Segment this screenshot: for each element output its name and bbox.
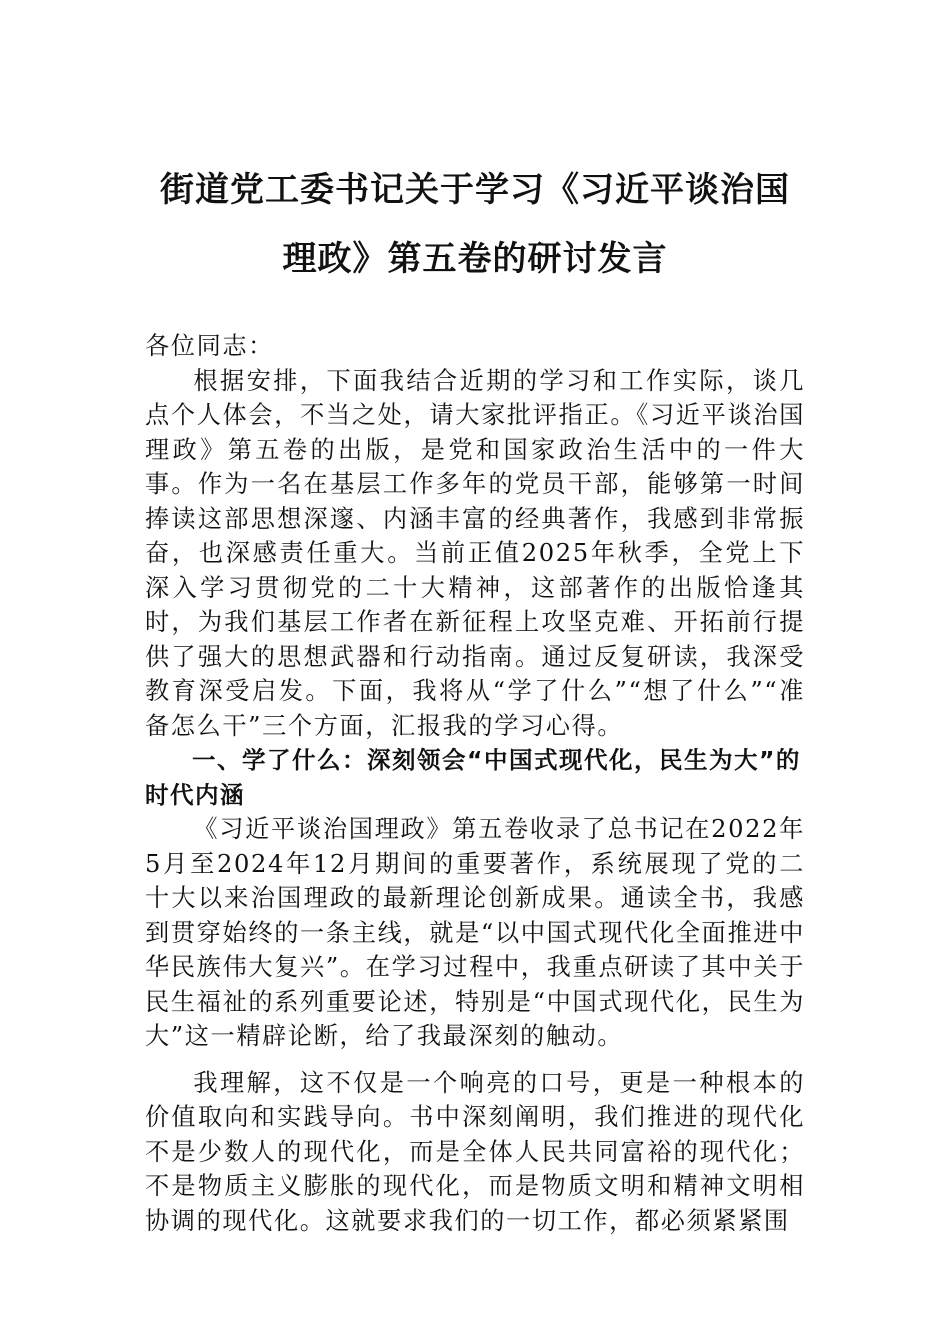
section-heading-1: 一、学了什么：深刻领会“中国式现代化，民生为大”的时代内涵 <box>145 746 801 809</box>
section1-paragraph-2: 我理解，这不仅是一个响亮的口号，更是一种根本的价值取向和实践导向。书中深刻阐明，我们推进的现代化不是少数人的现代化，而是全体人民共同富裕的现代化；不是物质主义膨胀的现代化，而是物质文明和精神文明相协调的现代化。这就要求我们的一切工作，都必须紧紧围 <box>145 1068 805 1235</box>
section1-paragraph-1: 《习近平谈治国理政》第五卷收录了总书记在2022年5月至2024年12月期间的重要著作，系统展现了党的二十大以来治国理政的最新理论创新成果。通读全书，我感到贯穿始终的一条主线，就是“以中国式现代化全面推进中华民族伟大复兴”。在学习过程中，我重点研读了其中关于民生福祉的系列重要论述，特别是“中国式现代化，民生为大”这一精辟论断，给了我最深刻的触动。 <box>145 815 805 1050</box>
document-body <box>145 329 805 1238</box>
salutation: 各位同志： <box>145 332 274 360</box>
document-title-line-2: 理政》第五卷的研讨发言 <box>282 239 668 279</box>
document-title-line-1: 街道党工委书记关于学习《习近平谈治国 <box>160 170 790 210</box>
intro-paragraph: 根据安排，下面我结合近期的学习和工作实际，谈几点个人体会，不当之处，请大家批评指正。《习近平谈治国理政》第五卷的出版，是党和国家政治生活中的一件大事。作为一名在基层工作多年的党员干部，能够第一时间捧读这部思想深邃、内涵丰富的经典著作，我感到非常振奋，也深感责任重大。当前正值2025年秋季，全党上下深入学习贯彻党的二十大精神，这部著作的出版恰逢其时，为我们基层工作者在新征程上攻坚克难、开拓前行提供了强大的思想武器和行动指南。通过反复研读，我深受教育深受启发。下面，我将从“学了什么”“想了什么”“准备怎么干”三个方面，汇报我的学习心得。 <box>145 366 805 740</box>
